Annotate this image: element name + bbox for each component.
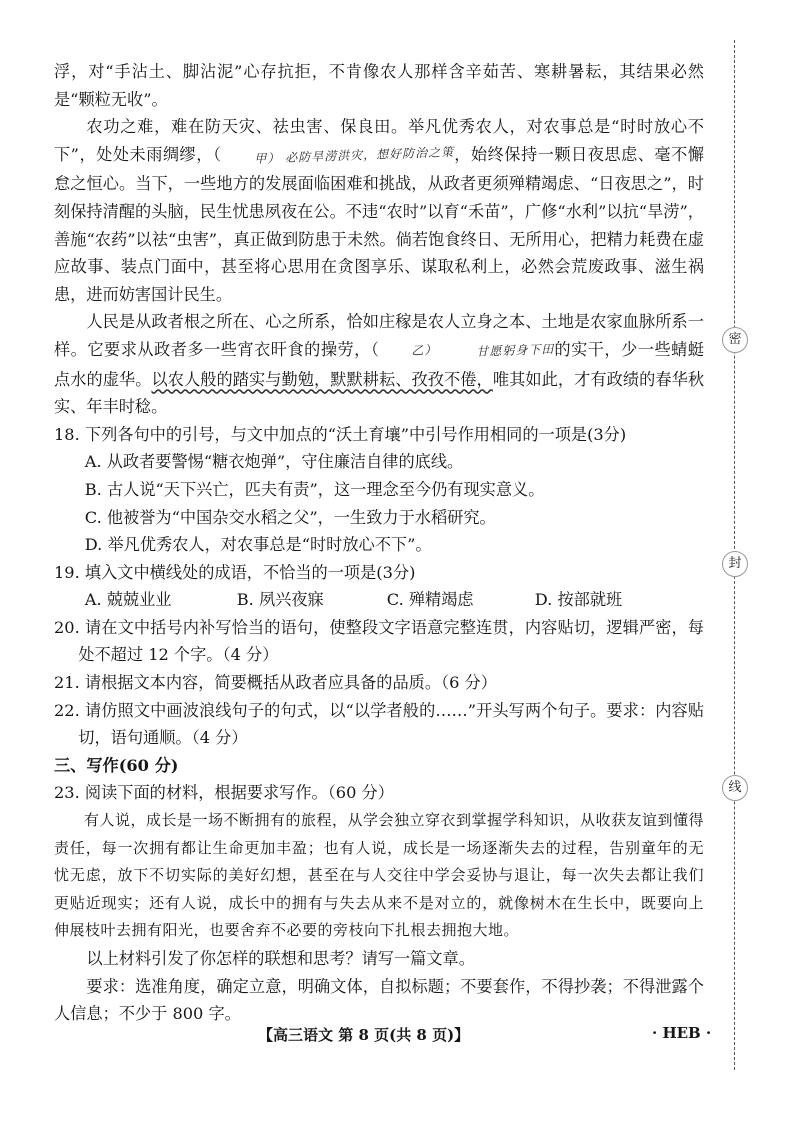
question-23: 23. 阅读下面的材料，根据要求写作。（60 分）	[54, 783, 394, 803]
writing-prompt: 以上材料引发了你怎样的联想和思考？请写一篇文章。	[86, 949, 475, 968]
question-18-stem: 18. 下列各句中的引号，与文中加点的“沃土育壤”中引号作用相同的一项是(3分)	[54, 424, 627, 444]
question-21: 21. 请根据文本内容，简要概括从政者应具备的品质。（6 分）	[54, 673, 497, 693]
question-19-option-c: C. 殚精竭虑	[386, 590, 474, 610]
paragraph-3-text-a: 人民是从政者根之所在、心之所系，恰如庄稼是农人立身之本、土地是农家血脉所系一样。它要求从政者多一些宵衣旰食的操劳，（	[54, 312, 704, 359]
question-18-option-a: A. 从政者要警惕“糖衣炮弹”，守住廉洁自律的底线。	[84, 452, 464, 472]
writing-requirements: 要求：选准角度，确定立意，明确文体，自拟标题；不要套作，不得抄袭；不得泄露个人信息；不少于 800 字。	[54, 976, 704, 1024]
wavy-underlined-sentence: 以农人般的踏实与勤勉，默默耕耘、孜孜不倦，	[151, 369, 493, 389]
binding-mark-xian: 线	[722, 775, 748, 801]
paragraph-3-text-c: 唯其如此，才有政绩的春华秋实、年丰时稔。	[54, 369, 705, 417]
question-19-option-b: B. 夙兴夜寐	[236, 590, 324, 610]
page-number-label: 【高三语文 第 8 页(共 8 页)】	[258, 1026, 470, 1044]
handwritten-mark-yi: 乙）	[411, 342, 439, 358]
exam-code: · HEB ·	[652, 1024, 712, 1042]
passage-paragraph-3	[54, 308, 704, 420]
question-18-option-d: D. 举凡优秀农人，对农事总是“时时放心不下”。	[84, 535, 432, 555]
writing-material: 有人说，成长是一场不断拥有的旅程，从学会独立穿衣到掌握学科知识，从收获友谊到懂得责任，每一次拥有都让生命更加丰盈；也有人说，成长是一场逐渐失去的过程，告别童年的无忧无虑，放下不切实际的美好幻想，甚至在与人交往中学会妥协与退让，每一次失去都让我们更贴近现实；还有人说，成长中的拥有与失去从来不是对立的，就像树木在生长中，既要向上伸展枝叶去拥有阳光，也要舍弃不必要的旁枝向下扎根去拥抱大地。	[54, 811, 705, 940]
question-19-options	[54, 586, 704, 614]
question-18-option-c: C. 他被誉为“中国杂交水稻之父”，一生致力于水稻研究。	[84, 507, 496, 527]
question-19-option-d: D. 按部就班	[534, 590, 623, 610]
handwritten-answer-yi: 甘愿躬身下田	[475, 342, 555, 359]
paragraph-2-text-a: 农功之难，难在防天灾、祛虫害、保良田。举凡优秀农人，对农事总是“时时放心不下”，处处未雨绸缪，（	[54, 117, 704, 164]
passage-paragraph-2	[54, 113, 704, 308]
question-18-option-b: B. 古人说“天下兴亡，匹夫有责”，这一理念至今仍有现实意义。	[84, 479, 545, 499]
question-20: 20. 请在文中括号内补写恰当的语句，使整段文字语意完整连贯，内容贴切，逻辑严密，每处不超过 12 个字。（4 分）	[54, 617, 704, 665]
binding-mark-feng: 封	[722, 551, 748, 577]
handwritten-answer-jia: 甲） 必防旱涝洪灾，想好防治之策	[253, 144, 454, 166]
paragraph-2-text-b: ，始终保持一颗日夜思虑、毫不懈怠之恒心。当下，一些地方的发展面临困难和挑战，从政者更须殚精竭虑、“日夜思之”，时刻保持清醒的头脑，民生忧患夙夜在公。不违“农时”以育“禾苗”，广修“水利”以抗“旱涝”，善施“农药”以祛“虫害”，真正做到防患于未然。倘若饱食终日、无所用心，把精力耗费在虚应故事、装点门面中，甚至将心思用在贪图享乐、谋取私利上，必然会荒废政事、滋生祸患，进而妨害国计民生。	[54, 144, 704, 304]
paragraph-3-text-b: 的实干，少一些蜻蜓点水的虚华。	[54, 339, 704, 389]
question-19-option-a: A. 兢兢业业	[84, 590, 172, 610]
exam-content	[54, 58, 704, 1028]
binding-mark-mi: 密	[722, 327, 748, 353]
writing-section-heading: 三、写作(60 分)	[54, 755, 179, 775]
passage-paragraph-1: 浮，对“手沾土、脚沾泥”心存抗拒，不肯像农人那样含辛茹苦、寒耕暑耘，其结果必然是“颗粒无收”。	[54, 62, 704, 109]
question-22: 22. 请仿照文中画波浪线句子的句式，以“以学者般的……”开头写两个句子。要求：内容贴切，语句通顺。（4 分）	[54, 700, 704, 748]
question-19-stem: 19. 填入文中横线处的成语，不恰当的一项是(3分)	[54, 562, 416, 582]
